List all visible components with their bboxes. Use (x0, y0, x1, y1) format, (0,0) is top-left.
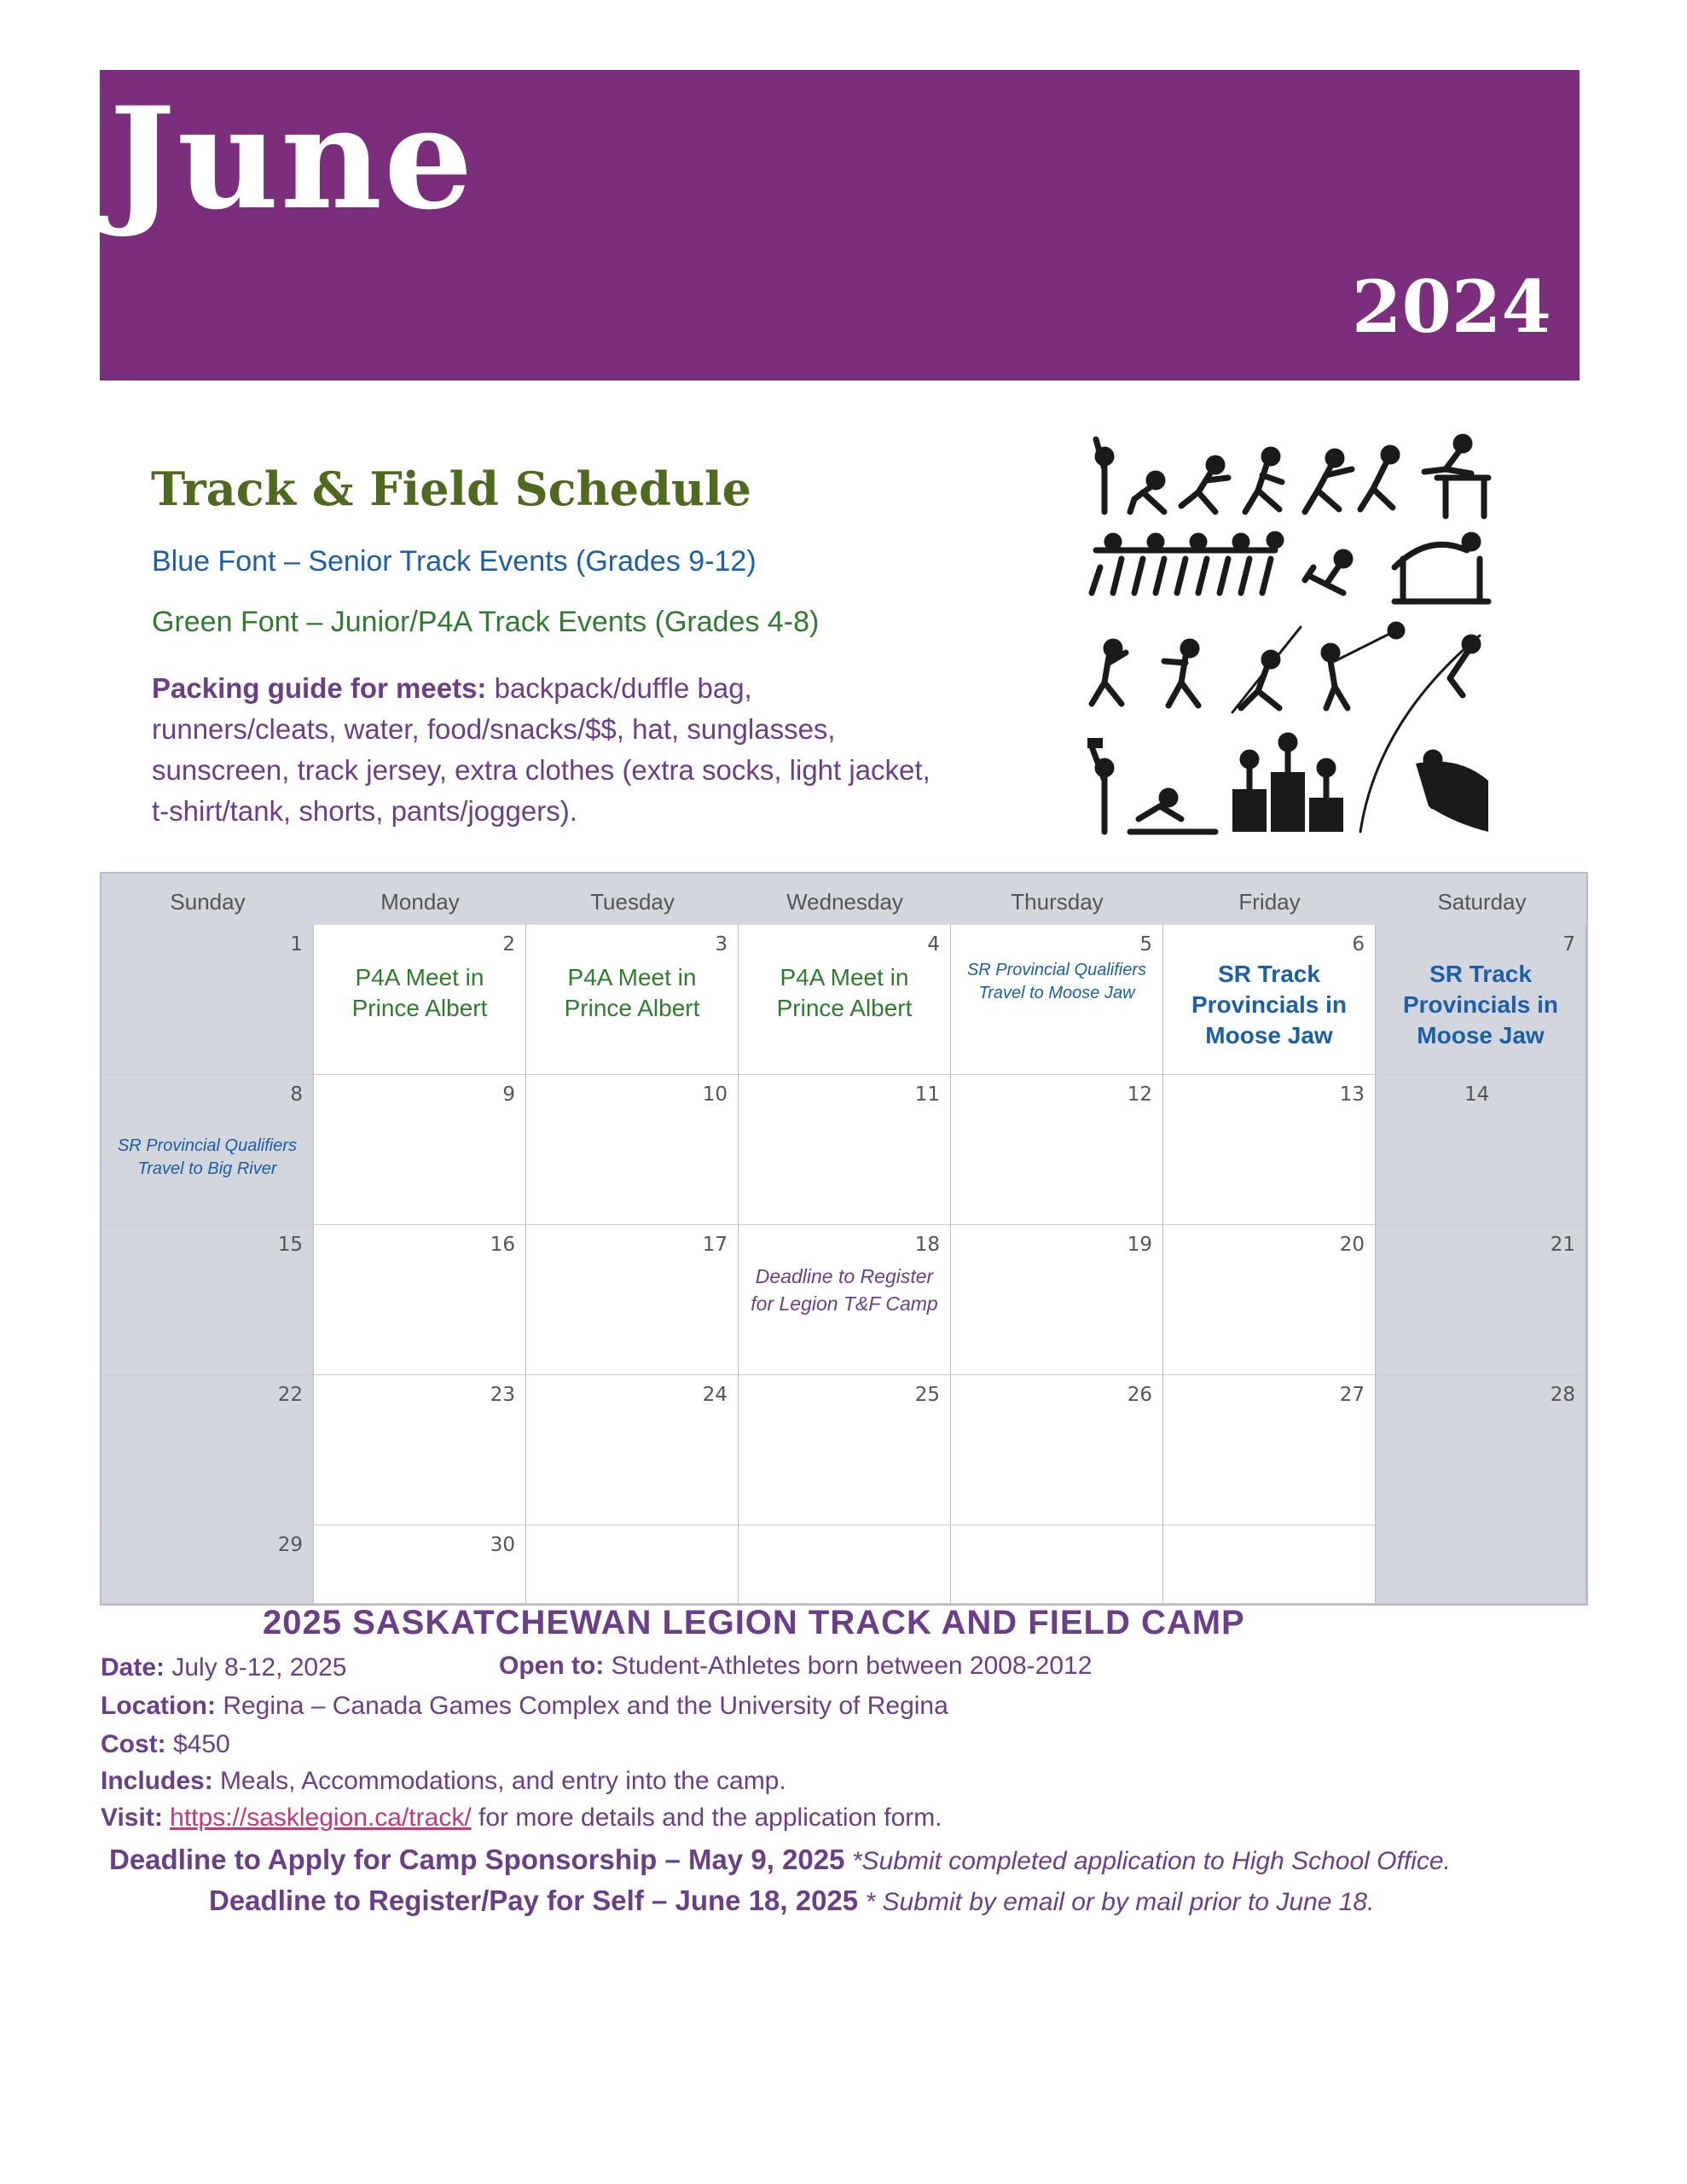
day-cell (1163, 1375, 1376, 1525)
sponsorship-deadline-note: *Submit completed application to High School Office. (844, 1847, 1451, 1875)
camp-open-line (499, 1653, 1092, 1679)
day-cell (1376, 1375, 1586, 1525)
relay-icon (1305, 448, 1397, 512)
javelin-icon (1232, 627, 1301, 712)
includes-label: Includes: (101, 1767, 213, 1795)
calendar-header-row (101, 874, 1586, 925)
camp-includes-line (101, 1769, 786, 1794)
year-title: 2024 (1352, 264, 1551, 349)
location-label: Location: (101, 1692, 216, 1720)
day-number: 17 (702, 1234, 728, 1256)
day-number: 11 (914, 1083, 940, 1106)
registration-deadline-title: Deadline to Register/Pay for Self – June 18, 2025 (209, 1885, 859, 1916)
day-cell (1376, 1075, 1586, 1225)
open-value: Student-Athletes born between 2008-2012 (604, 1652, 1093, 1680)
day-cell (951, 1075, 1163, 1225)
date-value: July 8-12, 2025 (165, 1653, 347, 1682)
event-junior-meet: P4A Meet in Prince Albert (776, 964, 913, 1021)
podium-icon (1232, 735, 1343, 832)
dow-monday: Monday (380, 889, 460, 915)
day-number: 6 (1352, 933, 1365, 956)
day-cell (526, 1225, 739, 1375)
day-cell (526, 925, 739, 1075)
day-cell (314, 1075, 526, 1225)
day-cell (739, 1075, 951, 1225)
cape-winner-icon (1416, 752, 1488, 832)
event-junior-meet: P4A Meet in Prince Albert (351, 964, 488, 1021)
day-number: 15 (277, 1234, 303, 1256)
packing-text: backpack/duffle bag, runners/cleats, water, food/snacks/$$, hat, sunglasses, sunscreen, track jersey, extra clothes (extra socks, light jacket, t-shirt/tank, shorts, pants/joggers). (152, 672, 930, 827)
day-number: 21 (1550, 1234, 1575, 1256)
date-label: Date: (101, 1653, 165, 1682)
track-field-pictograms-icon (1087, 431, 1505, 840)
camp-title: 2025 SASKATCHEWAN LEGION TRACK AND FIELD CAMP (263, 1604, 1245, 1641)
cost-value: $450 (165, 1730, 230, 1758)
event-camp-deadline: Deadline to Register for Legion T&F Camp (751, 1265, 938, 1315)
event-junior-meet: P4A Meet in Prince Albert (564, 964, 700, 1021)
runner-icon-1 (1181, 458, 1228, 512)
june-calendar (100, 872, 1588, 1606)
day-cell (101, 1075, 314, 1225)
day-cell (526, 1075, 739, 1225)
open-label: Open to: (499, 1652, 605, 1680)
day-number: 28 (1550, 1384, 1575, 1406)
camp-location-line (101, 1693, 948, 1719)
empty-day-cell (739, 1525, 951, 1604)
day-cell (101, 1375, 314, 1525)
dow-sunday: Sunday (170, 889, 246, 915)
month-title: June (109, 76, 475, 241)
day-number: 12 (1127, 1083, 1152, 1106)
day-number: 14 (1464, 1083, 1490, 1106)
legend-junior: Green Font – Junior/P4A Track Events (Grades 4-8) (152, 606, 820, 638)
day-cell (951, 1225, 1163, 1375)
day-cell (314, 925, 526, 1075)
day-number: 4 (927, 933, 940, 956)
landing-jumper-icon (1130, 791, 1215, 832)
day-cell (951, 1375, 1163, 1525)
day-number: 18 (914, 1234, 940, 1256)
dow-wednesday: Wednesday (786, 889, 903, 915)
hurdler-icon (1424, 437, 1488, 516)
day-number: 26 (1127, 1384, 1152, 1406)
day-number: 25 (914, 1384, 940, 1406)
dow-saturday: Saturday (1437, 889, 1527, 915)
schedule-title: Track & Field Schedule (151, 462, 752, 516)
camp-visit-line (101, 1805, 942, 1831)
sprint-start-icon (1130, 473, 1164, 512)
camp-date-line (101, 1655, 347, 1681)
discus-icon (1164, 642, 1198, 706)
empty-day-cell (951, 1525, 1163, 1604)
day-number: 30 (490, 1534, 515, 1556)
dow-friday: Friday (1238, 889, 1301, 915)
day-cell (526, 1375, 739, 1525)
high-jump-icon (1394, 535, 1488, 601)
day-cell (951, 925, 1163, 1075)
day-number: 13 (1339, 1083, 1365, 1106)
day-cell (1163, 1075, 1376, 1225)
day-cell (101, 1525, 314, 1604)
day-number: 10 (702, 1083, 728, 1106)
day-cell (1376, 925, 1586, 1075)
day-number: 20 (1339, 1234, 1365, 1256)
day-cell (1163, 925, 1376, 1075)
registration-deadline-note: * Submit by email or by mail prior to June 18. (858, 1888, 1375, 1916)
day-number: 7 (1562, 933, 1575, 956)
legend-senior: Blue Font – Senior Track Events (Grades 9-12) (152, 545, 757, 578)
day-cell (739, 1225, 951, 1375)
day-number: 24 (702, 1384, 728, 1406)
day-cell (739, 1375, 951, 1525)
day-cell (314, 1225, 526, 1375)
packing-label: Packing guide for meets: (152, 672, 487, 704)
day-number: 8 (290, 1083, 303, 1106)
cost-label: Cost: (101, 1730, 166, 1758)
day-number: 9 (502, 1083, 515, 1106)
visit-suffix: for more details and the application form. (471, 1804, 942, 1832)
day-number: 29 (277, 1534, 303, 1556)
camp-cost-line (101, 1732, 230, 1757)
day-number: 23 (490, 1384, 515, 1406)
empty-day-cell (526, 1525, 739, 1604)
hammer-throw-icon (1324, 624, 1402, 708)
visit-label: Visit: (101, 1804, 163, 1832)
day-number: 3 (715, 933, 728, 956)
day-number: 19 (1127, 1234, 1152, 1256)
event-senior-travel: SR Provincial Qualifiers Travel to Big River (117, 1136, 298, 1178)
location-value: Regina – Canada Games Complex and the University of Regina (216, 1692, 948, 1720)
packing-guide (152, 668, 936, 832)
day-number: 5 (1139, 933, 1152, 956)
day-cell (1376, 1225, 1586, 1375)
day-number: 27 (1339, 1384, 1365, 1406)
sponsorship-deadline-title: Deadline to Apply for Camp Sponsorship – May 9, 2025 (109, 1844, 845, 1875)
event-senior-provincials: SR Track Provincials in Moose Jaw (1191, 961, 1348, 1048)
shot-put-icon (1092, 642, 1126, 704)
day-number: 16 (490, 1234, 515, 1256)
event-senior-travel: SR Provincial Qualifiers Travel to Moose Jaw (966, 961, 1147, 1002)
day-cell (314, 1525, 526, 1604)
event-senior-provincials: SR Track Provincials in Moose Jaw (1402, 961, 1559, 1048)
includes-value: Meals, Accommodations, and entry into the camp. (212, 1767, 786, 1795)
dow-thursday: Thursday (1011, 889, 1104, 915)
day-cell (314, 1375, 526, 1525)
day-cell (101, 1225, 314, 1375)
day-cell (101, 925, 314, 1075)
day-number: 2 (502, 933, 515, 956)
camp-link[interactable]: https://sasklegion.ca/track/ (170, 1804, 472, 1832)
runner-icon-2 (1245, 450, 1282, 512)
sponsorship-deadline (109, 1845, 1451, 1874)
official-icon (1087, 738, 1111, 832)
empty-day-cell (1376, 1525, 1586, 1604)
day-number: 1 (290, 933, 303, 956)
registration-deadline (209, 1886, 1374, 1915)
pack-runners-icon (1092, 534, 1281, 593)
day-cell (739, 925, 951, 1075)
dow-tuesday: Tuesday (590, 889, 675, 915)
day-number: 22 (277, 1384, 303, 1406)
day-cell (1163, 1225, 1376, 1375)
starter-icon (1096, 439, 1111, 512)
long-jumper-icon (1305, 552, 1350, 593)
empty-day-cell (1163, 1525, 1376, 1604)
